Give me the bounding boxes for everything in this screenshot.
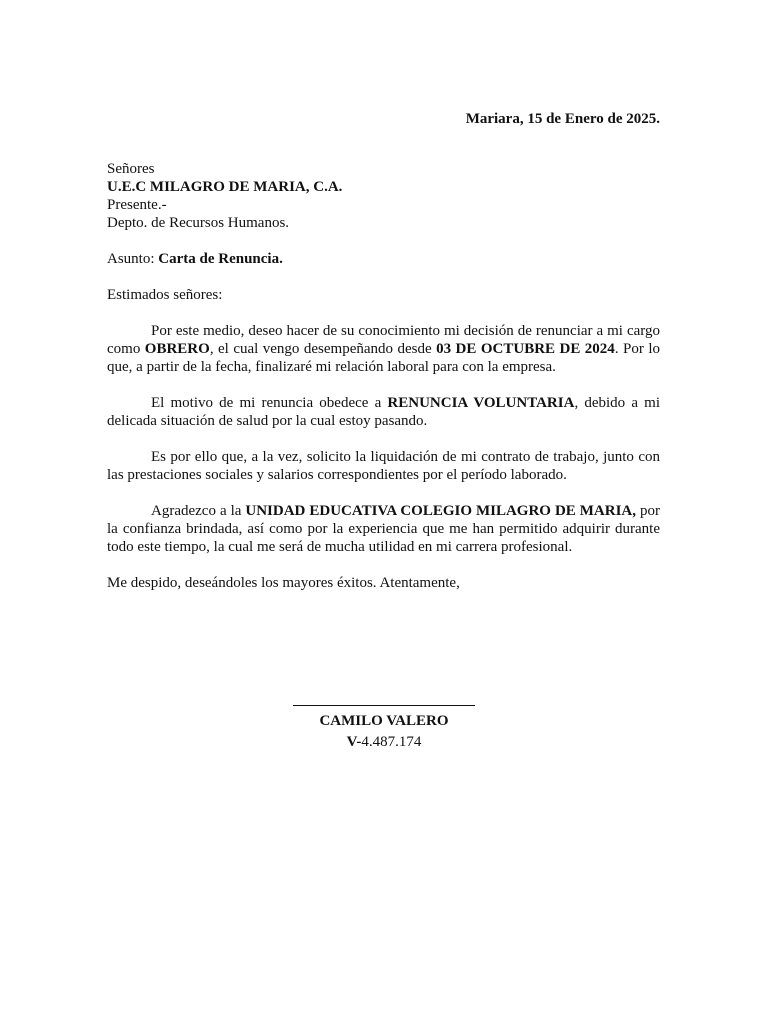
subject-value: Carta de Renuncia. <box>158 251 283 267</box>
start-date: 03 DE OCTUBRE DE 2024 <box>436 341 615 357</box>
recipient-presente: Presente.- <box>107 197 167 213</box>
letter-date: Mariara, 15 de Enero de 2025. <box>465 111 660 127</box>
paragraph-thanks <box>107 502 660 556</box>
subject-line <box>107 250 660 268</box>
paragraph-text: . Por lo que, a partir de la fecha, finalizaré mi relación laboral para con la empresa. <box>107 341 660 375</box>
signer-id-number: 4.487.174 <box>361 734 422 750</box>
signer-id-prefix: V- <box>346 734 362 750</box>
resignation-reason: RENUNCIA VOLUNTARIA <box>387 395 575 411</box>
signature-block <box>293 705 475 751</box>
institution-name: UNIDAD EDUCATIVA COLEGIO MILAGRO DE MARIA, <box>245 503 637 519</box>
recipient-company: U.E.C MILAGRO DE MARIA, C.A. <box>107 179 343 195</box>
job-position: OBRERO <box>144 341 210 357</box>
paragraph-text: , el cual vengo desempeñando desde <box>209 341 437 357</box>
recipient-block <box>107 160 660 232</box>
paragraph-settlement <box>107 448 660 484</box>
signer-id <box>293 733 475 751</box>
paragraph-resignation <box>107 322 660 376</box>
paragraph-reason <box>107 394 660 430</box>
paragraph-text: Por este medio, deseo hacer de su conocimiento mi decisión de renunciar a mi cargo como <box>107 323 660 357</box>
subject-label: Asunto: <box>107 251 159 267</box>
paragraph-text: por la confianza brindada, así como por la experiencia que me han permitido adquirir durante todo este tiempo, la cual me será de mucha utilidad en mi carrera profesional. <box>107 503 661 555</box>
recipient-salutation: Señores <box>107 161 155 177</box>
signature-line <box>293 705 475 706</box>
paragraph-text: Agradezco a la <box>151 503 246 519</box>
paragraph-text: El motivo de mi renuncia obedece a <box>151 395 388 411</box>
letter-body <box>107 110 660 592</box>
paragraph-text: , debido a mi delicada situación de salud por la cual estoy pasando. <box>107 395 661 429</box>
recipient-department: Depto. de Recursos Humanos. <box>107 215 290 231</box>
signer-name: CAMILO VALERO <box>319 713 449 729</box>
closing-line: Me despido, deseándoles los mayores éxitos. Atentamente, <box>107 575 460 591</box>
greeting: Estimados señores: <box>107 287 223 303</box>
paragraph-text: Es por ello que, a la vez, solicito la liquidación de mi contrato de trabajo, junto con las prestaciones sociales y salarios correspondientes por el período laborado. <box>107 449 660 483</box>
